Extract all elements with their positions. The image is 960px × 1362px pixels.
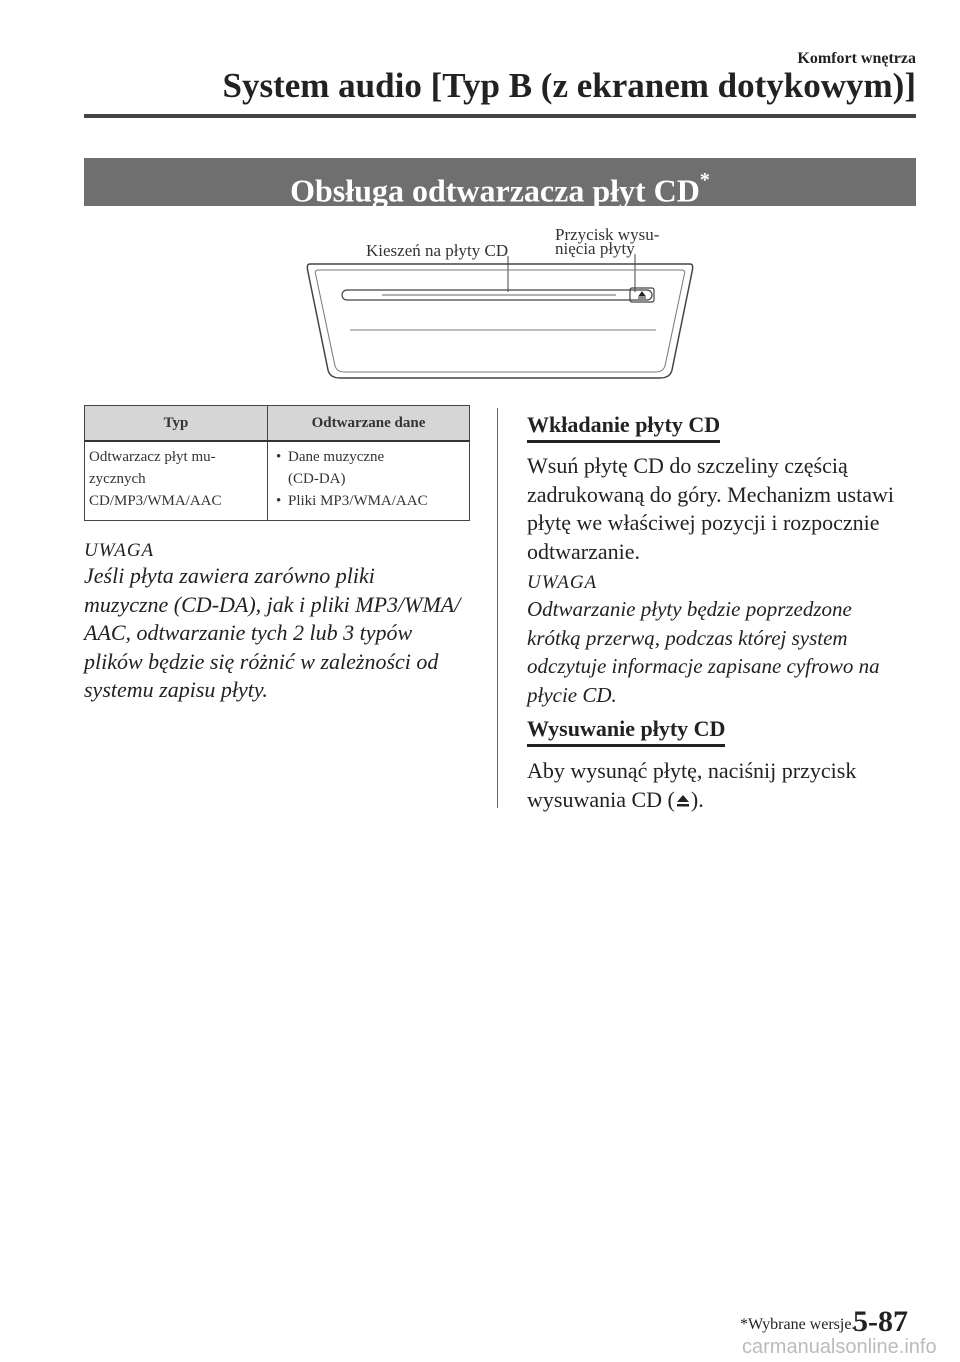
col-header-data: Odtwarzane dane [268, 406, 470, 442]
chapter-title: Komfort wnętrza [797, 50, 916, 67]
header-rule [84, 114, 916, 118]
note-text: Jeśli płyta zawiera zarówno pliki muzyczne (CD-DA), jak i pliki MP3/WMA/ AAC, odtwarzanie tych 2 lub 3 typów plików będzie się różnić w zależności od systemu zapisu płyty. [84, 563, 461, 702]
data-cell [268, 441, 470, 521]
note-label: UWAGA [527, 572, 598, 593]
eject-heading: Wysuwanie płyty CD [527, 716, 725, 747]
topic-banner [84, 158, 916, 209]
table-row [85, 441, 470, 521]
col-header-type: Typ [85, 406, 268, 442]
eject-symbol-icon [638, 292, 646, 298]
eject-text: Aby wysunąć płytę, naciśnij przycisk wysuwania CD ( ). [527, 758, 857, 812]
optional-marker: * [699, 169, 710, 191]
insert-heading: Wkładanie płyty CD [527, 412, 720, 443]
note-label: UWAGA [84, 540, 155, 561]
column-divider [497, 408, 498, 808]
insert-text: Wsuń płytę CD do szczeliny częścią zadrukowaną do góry. Mechanizm ustawi płytę we właściwej pozycji i rozpocznie odtwarzanie. [527, 453, 894, 564]
supported-data-table [84, 405, 470, 521]
footnote: *Wybrane wersje. [740, 1316, 856, 1333]
banner-title: Obsługa odtwarzacza płyt CD [290, 172, 700, 209]
eject-callout-line1: Przycisk wysu- [555, 225, 660, 244]
note-text: Odtwarzanie płyty będzie poprzedzone krótką przerwą, podczas której system odczytuje informacje zapisane cyfrowo na płycie CD. [527, 597, 880, 707]
eject-icon [675, 793, 691, 809]
list-item: • Dane muzyczne (CD-DA) [272, 446, 465, 490]
slot-callout: Kieszeń na płyty CD [366, 241, 509, 260]
eject-callout-line2: nięcia płyty [555, 239, 635, 258]
page-number: 5-87 [853, 1305, 908, 1338]
faceplate-inner [315, 270, 684, 372]
cd-player-diagram [300, 218, 700, 388]
section-title: System audio [Typ B (z ekranem dotykowym)] [222, 66, 916, 105]
type-cell: Odtwarzacz płyt mu- zycznych CD/MP3/WMA/AAC [85, 441, 268, 521]
list-item: • Pliki MP3/WMA/AAC [272, 490, 465, 512]
watermark: carmanualsonline.info [742, 1336, 937, 1358]
